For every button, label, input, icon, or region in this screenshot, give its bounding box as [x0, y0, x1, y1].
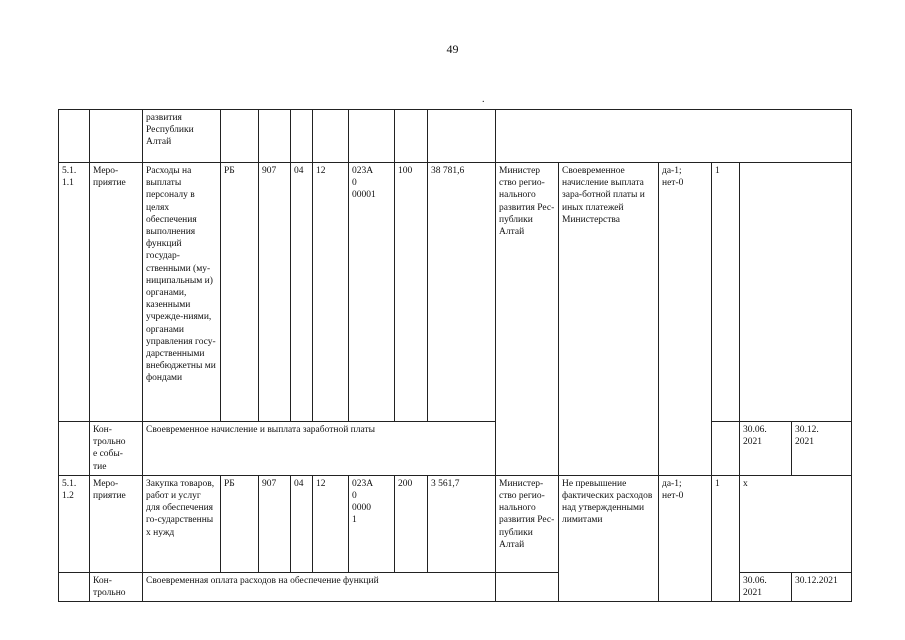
vr-cell: 200: [395, 475, 428, 572]
type-cell: Меро- приятие: [90, 475, 143, 572]
table-row: [59, 163, 852, 422]
grbs-cell: [259, 110, 291, 163]
mark-cell: х: [740, 475, 852, 572]
table-row: [59, 475, 852, 572]
pr-cell: [313, 110, 349, 163]
amount-cell: 38 781,6: [428, 163, 496, 422]
csr-cell: 023А 0 0000 1: [349, 475, 395, 572]
code-cell: 5.1. 1.2: [59, 475, 90, 572]
page-mark: .: [482, 94, 485, 105]
value-cell: [712, 422, 740, 476]
right-merged-cell: [496, 110, 852, 163]
type-cell: Меро- приятие: [90, 163, 143, 422]
amount-cell: [428, 110, 496, 163]
table-row: [59, 110, 852, 163]
event-text-cell: Своевременная оплата расходов на обеспечение функций: [143, 572, 496, 601]
unit-cell: да-1; нет-0: [659, 475, 712, 601]
csr-cell: 023А 0 00001: [349, 163, 395, 422]
rz-cell: [291, 110, 313, 163]
date-end-cell: 30.12.2021: [792, 572, 852, 601]
vr-cell: 100: [395, 163, 428, 422]
type-cell: [90, 110, 143, 163]
code-cell: 5.1. 1.1: [59, 163, 90, 422]
executor-cell: Министер-ство регио-нального развития Рес-публики Алтай: [496, 475, 559, 572]
date-merged-cell: [740, 163, 852, 422]
executor-cell: Министер ство регио-нального развития Рес-публики Алтай: [496, 163, 559, 476]
table-row: [59, 422, 852, 476]
date-end-cell: 30.12. 2021: [792, 422, 852, 476]
executor-cell: [496, 572, 559, 601]
date-start-cell: 30.06. 2021: [740, 572, 792, 601]
rz-cell: 04: [291, 163, 313, 422]
code-cell: [59, 110, 90, 163]
name-cell: Расходы на выплаты персоналу в целях обеспечения выполнения функций государ-ственными (му-ниципальным и) органами, казенными учрежде-ниями, органами управления госу-дарственными внебюджетны ми фондами: [143, 163, 221, 422]
source-cell: РБ: [221, 163, 259, 422]
value-cell: 1: [712, 163, 740, 422]
grbs-cell: 907: [259, 163, 291, 422]
code-cell: [59, 422, 90, 476]
vr-cell: [395, 110, 428, 163]
value-cell: 1: [712, 475, 740, 601]
event-text-cell: Своевременное начисление и выплата заработной платы: [143, 422, 496, 476]
pr-cell: 12: [313, 163, 349, 422]
name-cell: развития Республики Алтай: [143, 110, 221, 163]
pr-cell: 12: [313, 475, 349, 572]
page-number: 49: [446, 42, 459, 56]
type-cell: Кон- трольно: [90, 572, 143, 601]
source-cell: РБ: [221, 475, 259, 572]
source-cell: [221, 110, 259, 163]
name-cell: Закупка товаров, работ и услуг для обеспечения го-сударственны х нужд: [143, 475, 221, 572]
rz-cell: 04: [291, 475, 313, 572]
indicator-cell: Своевременное начисление выплата зара-ботной платы и иных платежей Министерства: [559, 163, 659, 476]
code-cell: [59, 572, 90, 601]
amount-cell: 3 561,7: [428, 475, 496, 572]
csr-cell: [349, 110, 395, 163]
unit-cell: да-1; нет-0: [659, 163, 712, 476]
type-cell: Кон- трольно е собы- тие: [90, 422, 143, 476]
indicator-cell: Не превышение фактических расходов над утвержденными лимитами: [559, 475, 659, 601]
date-start-cell: 30.06. 2021: [740, 422, 792, 476]
grbs-cell: 907: [259, 475, 291, 572]
program-table: [58, 109, 852, 602]
